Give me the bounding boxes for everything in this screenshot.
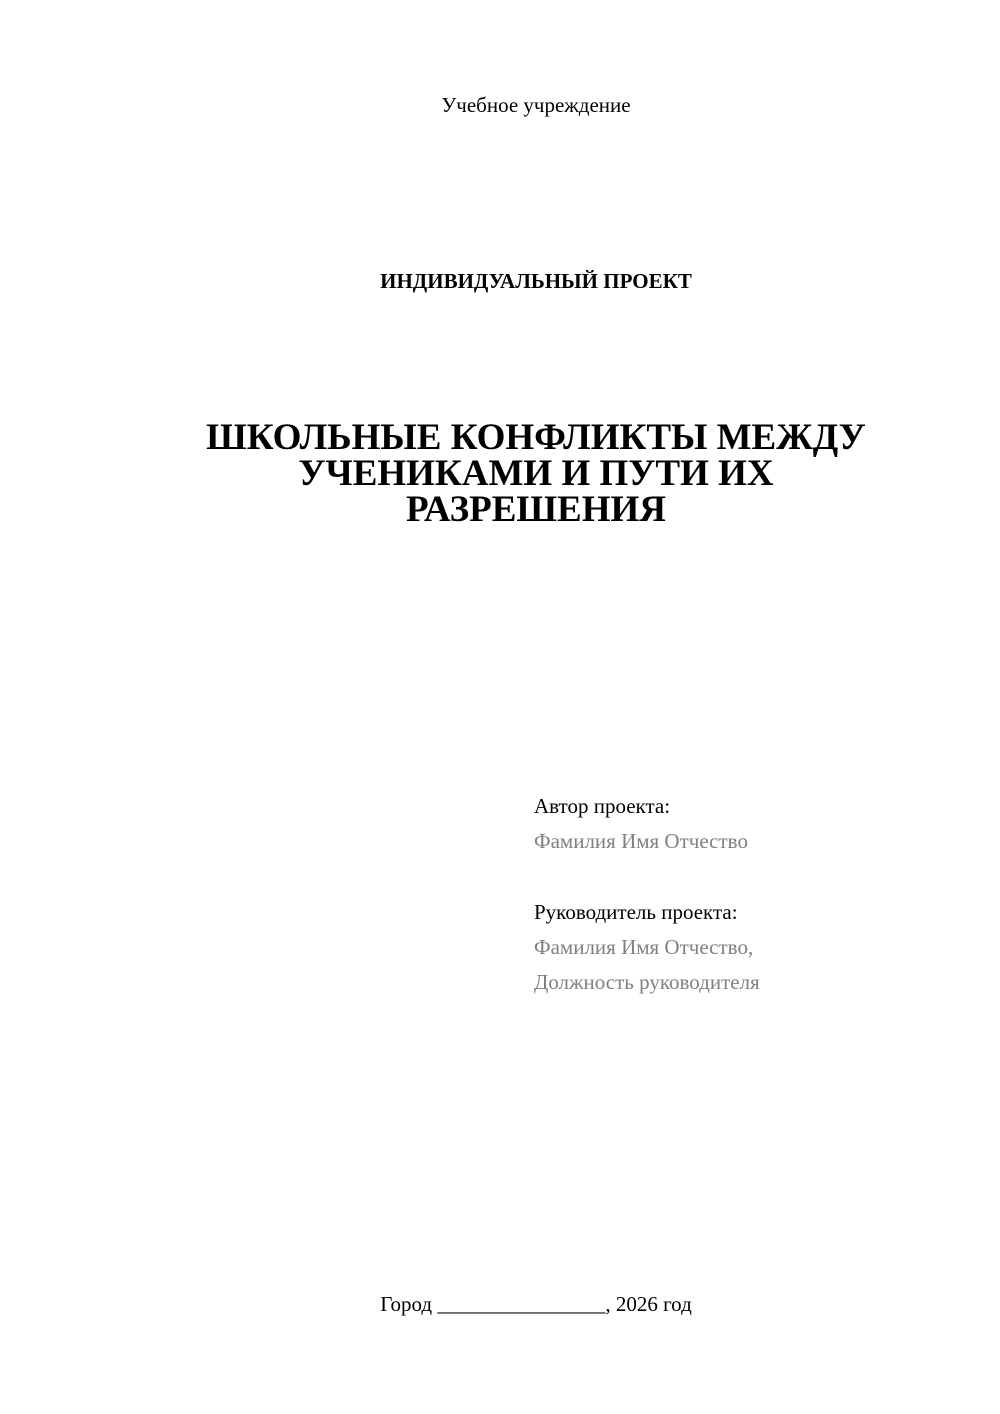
year-text: , 2026 год <box>605 1292 692 1316</box>
info-spacer <box>534 859 974 895</box>
title-line: ШКОЛЬНЫЕ КОНФЛИКТЫ МЕЖДУ <box>206 417 866 458</box>
project-info-block <box>534 789 974 1000</box>
supervisor-label: Руководитель проекта: <box>534 900 738 924</box>
city-label: Город <box>380 1292 433 1316</box>
title-line: УЧЕНИКАМИ И ПУТИ ИХ <box>298 453 774 494</box>
city-blank: ________________ <box>437 1292 606 1316</box>
supervisor-position: Должность руководителя <box>534 970 760 994</box>
document-title <box>0 417 1000 530</box>
institution-name: Учебное учреждение <box>441 93 631 117</box>
author-name: Фамилия Имя Отчество <box>534 829 748 853</box>
document-type: ИНДИВИДУАЛЬНЫЙ ПРОЕКТ <box>380 269 692 293</box>
author-label: Автор проекта: <box>534 794 671 818</box>
city-year-line <box>0 1290 1000 1318</box>
supervisor-name: Фамилия Имя Отчество, <box>534 935 754 959</box>
title-line: РАЗРЕШЕНИЯ <box>405 489 667 530</box>
